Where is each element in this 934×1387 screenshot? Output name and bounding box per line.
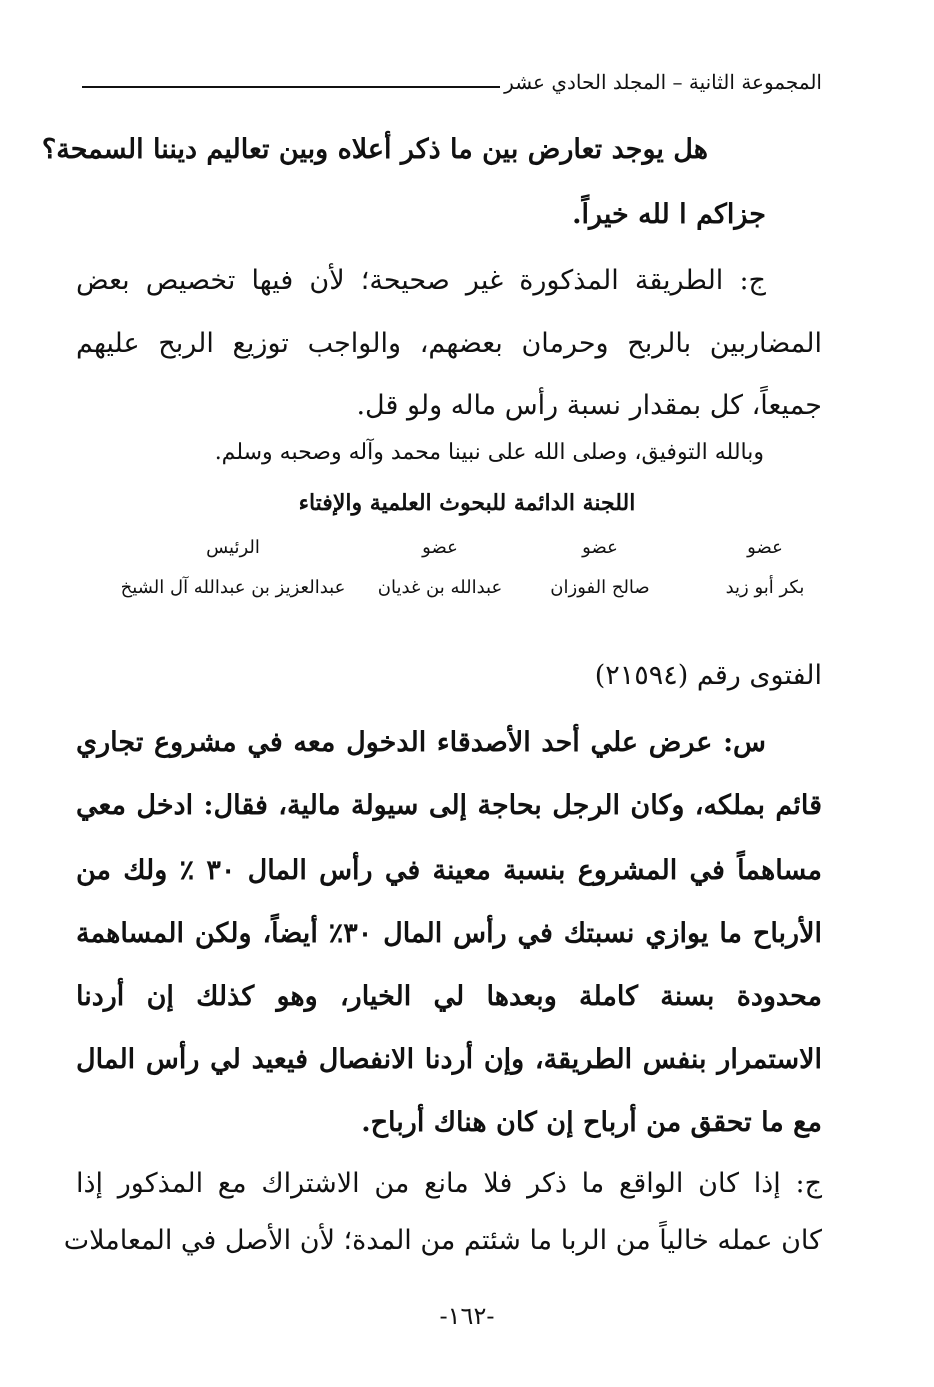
running-head-title: المجموعة الثانية – المجلد الحادي عشر [504,70,822,94]
question-line-4: الأرباح ما يوازي نسبتك في رأس المال ٣٠٪ أيضاً، ولكن المساهمة [76,918,822,949]
committee-name: اللجنة الدائمة للبحوث العلمية والإفتاء [298,490,636,516]
prev-question-line-2: جزاكم ا لله خيراً. [572,199,766,230]
prev-answer-line-2: المضاربين بالربح وحرمان بعضهم، والواجب توزيع الربح عليهم [76,328,822,359]
running-head [82,70,822,94]
question-line-2: قائم بملكه، وكان الرجل بحاجة إلى سيولة مالية، فقال: ادخل معي [76,790,822,821]
question-line-6: الاستمرار بنفس الطريقة، وإن أردنا الانفصال فيعيد لي رأس المال [76,1044,822,1075]
signatory-role: عضو [747,537,783,558]
prev-question-line-1: هل يوجد تعارض بين ما ذكر أعلاه وبين تعاليم ديننا السمحة؟ [41,134,708,165]
closing-blessing: وبالله التوفيق، وصلى الله على نبينا محمد وآله وصحبه وسلم. [214,440,764,465]
signatory-name: عبدالعزيز بن عبدالله آل الشيخ [120,577,346,598]
running-head-rule [82,86,500,88]
signatory-name: بكر أبو زيد [725,577,805,598]
prev-answer-line-3: جميعاً، كل بمقدار نسبة رأس ماله ولو قل. [356,390,822,421]
signatory-3 [360,537,520,598]
signatory-role: عضو [582,537,618,558]
question-line-7: مع ما تحقق من أرباح إن كان هناك أرباح. [361,1107,822,1138]
fatwa-number: الفتوى رقم (٢١٥٩٤) [594,660,822,691]
question-line-3: مساهماً في المشروع بنسبة معينة في رأس المال ٣٠ ٪ ولك من [76,855,822,886]
page-number: -١٦٢- [439,1302,495,1330]
answer-line-2: كان عمله خالياً من الربا ما شئتم من المدة؛ لأن الأصل في المعاملات [63,1225,822,1256]
signatory-name: صالح الفوزان [550,577,650,598]
signatory-name: عبدالله بن غديان [377,577,503,598]
signatory-role: الرئيس [206,537,260,558]
signatory-role: عضو [422,537,458,558]
question-line-1: س: عرض علي أحد الأصدقاء الدخول معه في مشروع تجاري [76,727,766,758]
answer-line-1: ج: إذا كان الواقع ما ذكر فلا مانع من الاشتراك مع المذكور إذا [76,1168,822,1199]
prev-answer-line-1: ج: الطريقة المذكورة غير صحيحة؛ لأن فيها تخصيص بعض [76,265,766,296]
signatory-2 [525,537,675,598]
signatory-1 [690,537,840,598]
signatory-4 [108,537,358,598]
question-line-5: محدودة بسنة كاملة وبعدها لي الخيار، وهو كذلك إن أردنا [76,981,822,1012]
